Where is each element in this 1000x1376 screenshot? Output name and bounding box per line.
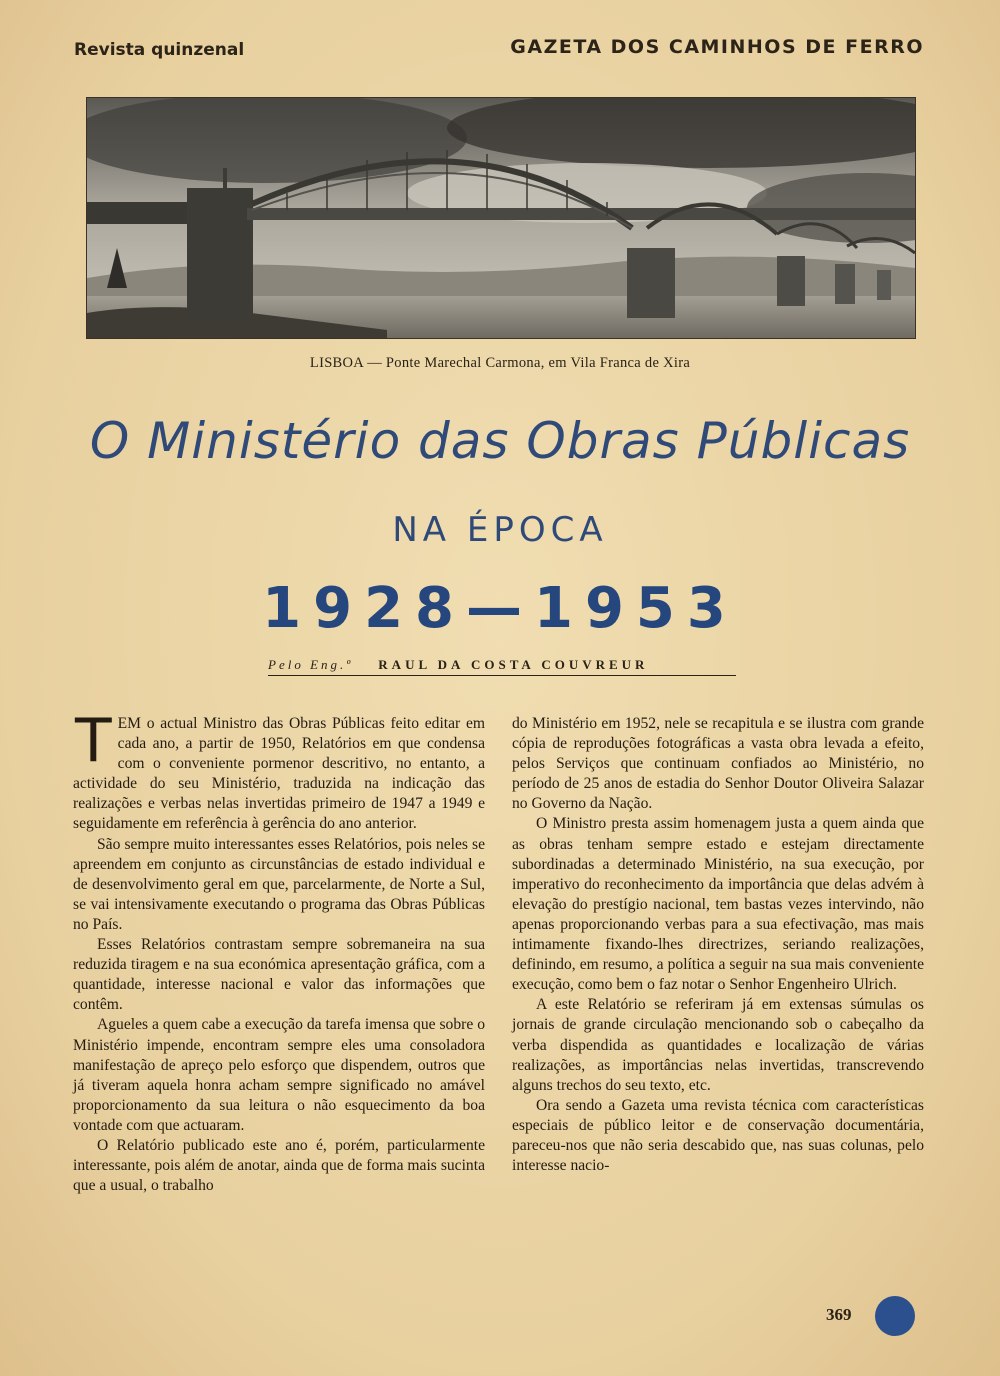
right-column (512, 714, 924, 1176)
paragraph: O Relatório publicado este ano é, porém, particularmente interessante, pois além de anotar, ainda que de forma mais sucinta que a usual, o trabalho (73, 1136, 485, 1195)
page-marker-circle (875, 1296, 915, 1336)
byline-author: RAUL DA COSTA COUVREUR (378, 657, 649, 672)
paragraph: São sempre muito interessantes esses Relatórios, pois neles se apreendem em conjunto as circunstâncias de estado individual e de desenvolvimento geral em que, parcelarmente, de Norte a Sul, se vai intensivamente executando o programa das Obras Públicas no País. (73, 835, 485, 933)
byline (268, 657, 736, 676)
paragraph: Esses Relatórios contrastam sempre sobremaneira na sua reduzida tiragem e na sua económica apresentação gráfica, com a quantidade, interesse nacional e valor das informações que contêm. (73, 936, 485, 1014)
article-subtitle: NA ÉPOCA (392, 510, 608, 550)
bridge-illustration (87, 98, 915, 338)
paragraph: do Ministério em 1952, nele se recapitula e se ilustra com grande cópia de reproduções fotográficas a vasta obra levada a efeito, pelos Serviços que continuam confiados ao Ministério, no período de 25 anos de estadia do Senhor Doutor Oliveira Salazar no Governo da Nação. (512, 715, 924, 813)
header-periodicity: Revista quinzenal (74, 40, 245, 60)
bridge-photo (86, 97, 916, 339)
paragraph: Agueles a quem cabe a execução da tarefa imensa que sobre o Ministério impende, encontram sempre eles uma consoladora manifestação de apreço pelo esforço que dispendem, outros que já tiveram aquela honra acham sempre significado no amável proporcionamento da sua leitura o não esquecimento da boa vontade com que actuaram. (73, 1016, 485, 1134)
paragraph (73, 706, 485, 835)
drop-cap: T (75, 706, 112, 776)
left-column (73, 706, 485, 1196)
article-years: 1928—1953 (262, 576, 738, 641)
paragraph: O Ministro presta assim homenagem justa a quem ainda que as obras tenham sempre estado e estejam directamente subordinadas a determinado Ministério, na sua execução, por imperativo do reconhecimento da importância que delas advém à elevação do prestígio nacional, tem bastas vezes intervindo, não apenas proporcionando verbas para a sua efectivação, mas mais intimamente fixando-lhes directrizes, seriando realizações, definindo, em resumo, a política a seguir na sua mais conveniente execução, como bem o faz notar o Senhor Engenheiro Ulrich. (512, 815, 924, 994)
paragraph-text: EM o actual Ministro das Obras Públicas feito editar em cada ano, a partir de 1950, Relatórios em que condensa com o conveniente pormenor descritivo, no entanto, a actividade do seu Ministério, traduzida na indicação das realizações e verbas nelas invertidas primeiro de 1947 a 1949 e seguidamente em referência à gerência do ano anterior. (73, 715, 485, 833)
header-magazine-title: GAZETA DOS CAMINHOS DE FERRO (510, 36, 924, 58)
article-title: O Ministério das Obras Públicas (89, 412, 911, 470)
paragraph: Ora sendo a Gazeta uma revista técnica com características especiais de público leitor e de conservação documentária, pareceu-nos que não seria descabido que, nas suas colunas, pelo interesse nacio- (512, 1096, 924, 1175)
page-number: 369 (826, 1305, 852, 1324)
byline-prefix: Pelo Eng.º (268, 657, 354, 672)
photo-caption: LISBOA — Ponte Marechal Carmona, em Vila Franca de Xira (309, 355, 691, 371)
paragraph: A este Relatório se referiram já em extensas súmulas os jornais de grande circulação mencionando sob o cabeçalho da verba dispendida as quantidades e localização de várias realizações, as importâncias nelas invertidas, transcrevendo alguns trechos do seu texto, etc. (512, 996, 924, 1094)
